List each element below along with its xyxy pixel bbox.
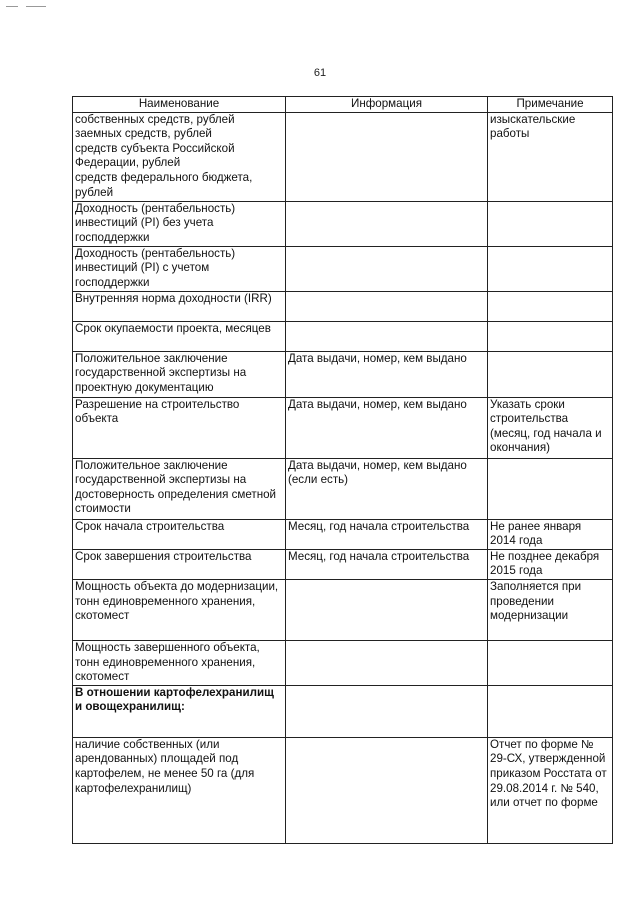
cell-note: Отчет по форме № 29-СХ, утвержденной приказом Росстата от 29.08.2014 г. № 540, или отчет по форме: [488, 737, 613, 843]
cell-info: Месяц, год начала строительства: [286, 549, 488, 579]
cell-name: Положительное заключение государственной экспертизы на достоверность определения сметной стоимости: [73, 458, 286, 519]
cell-note: [488, 291, 613, 321]
cell-note: Не позднее декабря 2015 года: [488, 549, 613, 579]
cell-name: Срок завершения строительства: [73, 549, 286, 579]
cell-note: изыскательские работы: [488, 112, 613, 201]
table-row: [73, 351, 613, 397]
cell-name: Внутренняя норма доходности (IRR): [73, 291, 286, 321]
table-row: [73, 640, 613, 685]
header-info: Информация: [286, 97, 488, 113]
cell-note: [488, 458, 613, 519]
cell-name: Доходность (рентабельность) инвестиций (PI) без учета господдержки: [73, 201, 286, 246]
cell-note: [488, 321, 613, 351]
table-row: [73, 458, 613, 519]
scan-artifact-top-left-2: [26, 6, 46, 7]
table-row: [73, 246, 613, 291]
cell-note: [488, 685, 613, 737]
cell-info: [286, 201, 488, 246]
cell-note: Заполняется при проведении модернизации: [488, 579, 613, 640]
cell-info: [286, 737, 488, 843]
requirements-table: [72, 96, 613, 844]
table-row: [73, 397, 613, 458]
table-row: [73, 112, 613, 201]
page-number: 61: [313, 67, 327, 79]
header-name: Наименование: [73, 97, 286, 113]
table-row: [73, 519, 613, 549]
cell-name: наличие собственных (или арендованных) площадей под картофелем, не менее 50 га (для картофелехранилищ): [73, 737, 286, 843]
cell-name: собственных средств, рублей заемных средств, рублей средств субъекта Российской Федерации, рублей средств федерального бюджета, рублей: [73, 112, 286, 201]
cell-info: [286, 685, 488, 737]
cell-name: Доходность (рентабельность) инвестиций (PI) с учетом господдержки: [73, 246, 286, 291]
cell-note: Не ранее января 2014 года: [488, 519, 613, 549]
table-row: [73, 291, 613, 321]
cell-info: [286, 321, 488, 351]
cell-info: Дата выдачи, номер, кем выдано: [286, 397, 488, 458]
scan-artifact-top-left: [6, 6, 18, 7]
table-row-section-heading: [73, 685, 613, 737]
cell-note: [488, 351, 613, 397]
cell-name: Срок окупаемости проекта, месяцев: [73, 321, 286, 351]
cell-info: Дата выдачи, номер, кем выдано (если есть): [286, 458, 488, 519]
cell-info: Дата выдачи, номер, кем выдано: [286, 351, 488, 397]
cell-name: Срок начала строительства: [73, 519, 286, 549]
cell-info: Месяц, год начала строительства: [286, 519, 488, 549]
cell-note: [488, 201, 613, 246]
cell-section-heading: В отношении картофелехранилищ и овощехранилищ:: [73, 685, 286, 737]
table-row: [73, 579, 613, 640]
cell-info: [286, 112, 488, 201]
cell-info: [286, 579, 488, 640]
table-row: [73, 321, 613, 351]
cell-name: Мощность объекта до модернизации, тонн единовременного хранения, скотомест: [73, 579, 286, 640]
cell-note: [488, 640, 613, 685]
cell-info: [286, 640, 488, 685]
cell-note: [488, 246, 613, 291]
table-row: [73, 201, 613, 246]
cell-info: [286, 246, 488, 291]
cell-info: [286, 291, 488, 321]
cell-name: Мощность завершенного объекта, тонн единовременного хранения, скотомест: [73, 640, 286, 685]
cell-name: Разрешение на строительство объекта: [73, 397, 286, 458]
cell-note: Указать сроки строительства (месяц, год начала и окончания): [488, 397, 613, 458]
table-row: [73, 737, 613, 843]
table-row: [73, 549, 613, 579]
header-note: Примечание: [488, 97, 613, 113]
cell-name: Положительное заключение государственной экспертизы на проектную документацию: [73, 351, 286, 397]
table-header-row: [73, 97, 613, 113]
